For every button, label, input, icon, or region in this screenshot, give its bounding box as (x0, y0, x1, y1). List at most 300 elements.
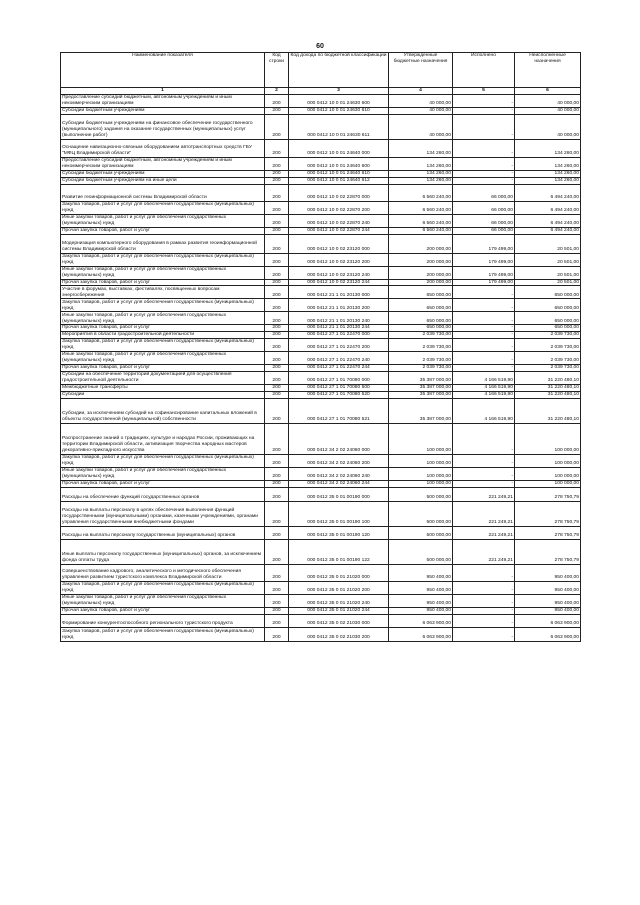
table-row (61, 214, 581, 227)
row-kbk: 000 0412 35 0 01 21020 000 (289, 564, 389, 581)
row-unexecuted: 20 501,00 (515, 279, 581, 286)
row-unexecuted: 31 220 480,10 (515, 391, 581, 398)
row-kbk: 000 0412 27 1 01 70080 520 (289, 391, 389, 398)
row-code: 200 (265, 581, 289, 594)
row-approved: 6 063 900,00 (389, 614, 453, 627)
table-row (61, 501, 581, 526)
row-approved: 134 260,00 (389, 177, 453, 184)
row-executed: - (453, 299, 515, 312)
row-unexecuted: 40 000,00 (515, 95, 581, 108)
row-code: 200 (265, 234, 289, 253)
row-approved: 950 400,00 (389, 581, 453, 594)
row-executed: - (453, 480, 515, 487)
row-name: Субсидии, за исключением субсидий на софинансирование капитальных вложений в объекты государственной (муниципальной) собственности (61, 398, 265, 423)
table-row (61, 312, 581, 325)
row-unexecuted: 650 000,00 (515, 286, 581, 299)
row-kbk: 000 0412 10 0 02 23120 240 (289, 266, 389, 279)
row-approved: 100 000,00 (389, 423, 453, 454)
row-name: Развитие геоинформационной системы Владимирской области (61, 184, 265, 201)
column-index: 1 (61, 88, 265, 95)
row-approved: 100 000,00 (389, 467, 453, 480)
table-row (61, 423, 581, 454)
row-code: 200 (265, 385, 289, 392)
row-code: 200 (265, 564, 289, 581)
header-kbk: Код дохода по бюджетной классификации (289, 53, 389, 88)
row-approved: 200 000,00 (389, 253, 453, 266)
row-code: 200 (265, 480, 289, 487)
row-approved: 200 000,00 (389, 266, 453, 279)
row-code: 200 (265, 423, 289, 454)
row-unexecuted: 950 400,00 (515, 564, 581, 581)
row-executed: - (453, 95, 515, 108)
row-approved: 6 560 240,00 (389, 201, 453, 214)
row-code: 200 (265, 184, 289, 201)
row-approved: 500 000,00 (389, 501, 453, 526)
row-approved: 6 560 240,00 (389, 214, 453, 227)
row-approved: 950 400,00 (389, 564, 453, 581)
row-kbk: 000 0412 35 0 01 00190 100 (289, 501, 389, 526)
row-unexecuted: 278 750,79 (515, 526, 581, 539)
row-unexecuted: 6 494 240,00 (515, 227, 581, 234)
row-kbk: 000 0412 35 0 01 21020 240 (289, 594, 389, 607)
row-name: Прочая закупка товаров, работ и услуг (61, 227, 265, 234)
row-kbk: 000 0412 10 0 02 23120 244 (289, 279, 389, 286)
row-kbk: 000 0412 27 1 01 70080 000 (289, 372, 389, 385)
row-name: Субсидии (61, 391, 265, 398)
row-name: Мероприятия в области градостроительной деятельности (61, 332, 265, 339)
column-index: 4 (389, 88, 453, 95)
row-unexecuted: 20 501,00 (515, 234, 581, 253)
row-name: Прочая закупка товаров, работ и услуг (61, 279, 265, 286)
row-code: 200 (265, 607, 289, 614)
row-approved: 35 387 000,00 (389, 372, 453, 385)
row-executed: 179 499,00 (453, 253, 515, 266)
row-unexecuted: 6 494 240,00 (515, 214, 581, 227)
row-unexecuted: 2 039 730,00 (515, 339, 581, 352)
header-row (61, 53, 581, 88)
row-executed: 221 249,21 (453, 501, 515, 526)
row-code: 200 (265, 352, 289, 365)
row-unexecuted: 31 220 480,10 (515, 398, 581, 423)
row-unexecuted: 6 063 900,00 (515, 614, 581, 627)
row-executed: 66 000,00 (453, 201, 515, 214)
row-kbk: 000 0412 10 0 01 24640 610 (289, 170, 389, 177)
row-name: Иные закупки товаров, работ и услуг для обеспечения государственных (муниципальных) нужд (61, 312, 265, 325)
row-unexecuted: 40 000,00 (515, 114, 581, 139)
row-executed: - (453, 157, 515, 170)
table-row (61, 385, 581, 392)
row-code: 200 (265, 454, 289, 467)
row-code: 200 (265, 170, 289, 177)
row-code: 200 (265, 332, 289, 339)
row-kbk: 000 0412 10 0 01 24640 600 (289, 157, 389, 170)
row-executed: - (453, 365, 515, 372)
row-code: 200 (265, 108, 289, 115)
row-code: 200 (265, 266, 289, 279)
row-kbk: 000 0412 10 0 02 23120 000 (289, 234, 389, 253)
row-unexecuted: 6 494 240,00 (515, 201, 581, 214)
table-row (61, 201, 581, 214)
row-unexecuted: 134 260,00 (515, 157, 581, 170)
row-executed: - (453, 454, 515, 467)
row-approved: 650 000,00 (389, 299, 453, 312)
row-name: Распространение знаний о традициях, культуре и народах России, проживающих на территории Владимирской области, активизация творчества народных мастеров декоративно-прикладного искусства (61, 423, 265, 454)
row-name: Прочая закупка товаров, работ и услуг (61, 365, 265, 372)
row-kbk: 000 0412 10 0 01 24640 000 (289, 139, 389, 157)
header-unexecuted: Неисполненные назначения (515, 53, 581, 88)
row-code: 200 (265, 594, 289, 607)
row-approved: 500 000,00 (389, 526, 453, 539)
row-executed: - (453, 325, 515, 332)
header-code: Код строки (265, 53, 289, 88)
row-executed: - (453, 108, 515, 115)
row-name: Расходы на выплаты персоналу государственных (муниципальных) органов (61, 526, 265, 539)
row-approved: 950 400,00 (389, 607, 453, 614)
row-name: Закупка товаров, работ и услуг для обеспечения государственных (муниципальных) нужд (61, 627, 265, 641)
row-name: Иные выплаты персоналу государственных (муниципальных) органов, за исключением фонда оплаты труда (61, 539, 265, 564)
row-kbk: 000 0412 34 2 02 24060 240 (289, 467, 389, 480)
table-row (61, 487, 581, 501)
row-kbk: 000 0412 27 1 01 22470 000 (289, 332, 389, 339)
table-row (61, 234, 581, 253)
row-code: 200 (265, 312, 289, 325)
table-row (61, 391, 581, 398)
row-name: Прочая закупка товаров, работ и услуг (61, 607, 265, 614)
row-name: Участие в форумах, выставках, фестивалях, посвященных вопросам энергосбережения (61, 286, 265, 299)
row-executed: 221 249,21 (453, 487, 515, 501)
row-unexecuted: 650 000,00 (515, 312, 581, 325)
table-row (61, 594, 581, 607)
row-approved: 650 000,00 (389, 286, 453, 299)
row-approved: 134 260,00 (389, 170, 453, 177)
column-index-row (61, 88, 581, 95)
row-executed: - (453, 312, 515, 325)
table-row (61, 480, 581, 487)
row-unexecuted: 2 039 730,00 (515, 365, 581, 372)
column-index: 5 (453, 88, 515, 95)
row-executed: - (453, 286, 515, 299)
row-code: 200 (265, 539, 289, 564)
row-code: 200 (265, 627, 289, 641)
row-kbk: 000 0412 10 0 02 22870 000 (289, 184, 389, 201)
row-unexecuted: 6 494 240,00 (515, 184, 581, 201)
row-unexecuted: 134 260,00 (515, 139, 581, 157)
row-approved: 6 560 240,00 (389, 227, 453, 234)
row-code: 200 (265, 201, 289, 214)
row-executed: 4 166 519,90 (453, 398, 515, 423)
column-index: 2 (265, 88, 289, 95)
row-code: 200 (265, 339, 289, 352)
row-code: 200 (265, 114, 289, 139)
row-executed: 4 166 519,90 (453, 391, 515, 398)
row-approved: 6 063 900,00 (389, 627, 453, 641)
row-unexecuted: 6 063 900,00 (515, 627, 581, 641)
row-code: 200 (265, 391, 289, 398)
header-name: Наименование показателя (61, 53, 265, 88)
row-approved: 650 000,00 (389, 312, 453, 325)
table-row (61, 170, 581, 177)
row-executed: - (453, 170, 515, 177)
row-approved: 100 000,00 (389, 454, 453, 467)
row-name: Предоставление субсидий бюджетным, автономным учреждениям и иным некоммерческим организациям (61, 95, 265, 108)
row-executed: 179 499,00 (453, 266, 515, 279)
table-row (61, 539, 581, 564)
row-approved: 200 000,00 (389, 234, 453, 253)
row-unexecuted: 950 400,00 (515, 607, 581, 614)
row-name: Субсидии бюджетным учреждениям на иные цели (61, 177, 265, 184)
row-approved: 650 000,00 (389, 325, 453, 332)
row-unexecuted: 40 000,00 (515, 108, 581, 115)
row-kbk: 000 0412 27 1 01 22470 240 (289, 352, 389, 365)
column-index: 6 (515, 88, 581, 95)
row-executed: - (453, 339, 515, 352)
table-row (61, 279, 581, 286)
row-unexecuted: 100 000,00 (515, 423, 581, 454)
row-kbk: 000 0412 27 1 01 22470 200 (289, 339, 389, 352)
row-code: 200 (265, 214, 289, 227)
row-executed: 4 166 519,90 (453, 372, 515, 385)
row-name: Субсидии бюджетным учреждениям (61, 170, 265, 177)
table-row (61, 95, 581, 108)
row-executed: 66 000,00 (453, 184, 515, 201)
row-executed: - (453, 627, 515, 641)
row-name: Расходы на выплаты персоналу в целях обеспечения выполнения функций государственными (муниципальными) органами, казенными учреждениями, органами управления государственными внебюджетными фондами (61, 501, 265, 526)
row-executed: 221 249,21 (453, 539, 515, 564)
row-executed: - (453, 139, 515, 157)
row-approved: 40 000,00 (389, 114, 453, 139)
row-code: 200 (265, 157, 289, 170)
row-name: Оснащение навигационно-связным оборудованием автотранспортных средств ГБУ "МФЦ Владимирской области" (61, 139, 265, 157)
row-unexecuted: 100 000,00 (515, 467, 581, 480)
row-unexecuted: 650 000,00 (515, 299, 581, 312)
row-executed: 4 166 519,90 (453, 385, 515, 392)
row-kbk: 000 0412 10 0 01 24630 610 (289, 108, 389, 115)
row-name: Расходы на обеспечение функций государственных органов (61, 487, 265, 501)
table-row (61, 526, 581, 539)
row-code: 200 (265, 286, 289, 299)
row-name: Закупка товаров, работ и услуг для обеспечения государственных (муниципальных) нужд (61, 299, 265, 312)
row-unexecuted: 134 260,00 (515, 177, 581, 184)
row-name: Закупка товаров, работ и услуг для обеспечения государственных (муниципальных) нужд (61, 581, 265, 594)
row-code: 200 (265, 501, 289, 526)
row-executed: - (453, 467, 515, 480)
table-row (61, 398, 581, 423)
row-code: 200 (265, 253, 289, 266)
table-row (61, 139, 581, 157)
row-name: Закупка товаров, работ и услуг для обеспечения государственных (муниципальных) нужд (61, 454, 265, 467)
row-unexecuted: 20 501,00 (515, 266, 581, 279)
row-name: Иные закупки товаров, работ и услуг для обеспечения государственных (муниципальных) нужд (61, 266, 265, 279)
table-row (61, 227, 581, 234)
table-body (61, 95, 581, 642)
row-name: Субсидии на обеспечение территорий документацией для осуществления градостроительной деятельности (61, 372, 265, 385)
row-unexecuted: 650 000,00 (515, 325, 581, 332)
table-row (61, 372, 581, 385)
column-index: 3 (289, 88, 389, 95)
row-executed: - (453, 332, 515, 339)
row-code: 200 (265, 372, 289, 385)
row-code: 200 (265, 487, 289, 501)
row-code: 200 (265, 299, 289, 312)
row-kbk: 000 0412 21 1 01 20130 240 (289, 312, 389, 325)
row-name: Закупка товаров, работ и услуг для обеспечения государственных (муниципальных) нужд (61, 201, 265, 214)
table-row (61, 253, 581, 266)
row-approved: 40 000,00 (389, 95, 453, 108)
row-unexecuted: 100 000,00 (515, 454, 581, 467)
row-kbk: 000 0412 21 1 01 20130 000 (289, 286, 389, 299)
row-kbk: 000 0412 10 0 02 23120 200 (289, 253, 389, 266)
row-kbk: 000 0412 21 1 01 20130 200 (289, 299, 389, 312)
row-name: Формирование конкурентоспособного регионального туристского продукта (61, 614, 265, 627)
table-row (61, 352, 581, 365)
row-kbk: 000 0412 10 0 01 24630 600 (289, 95, 389, 108)
row-name: Модернизация компьютерного оборудования в рамках развития геоинформационной системы Владимирской области (61, 234, 265, 253)
table-row (61, 607, 581, 614)
row-executed: - (453, 594, 515, 607)
row-kbk: 000 0412 35 0 01 00190 000 (289, 487, 389, 501)
row-name: Закупка товаров, работ и услуг для обеспечения государственных (муниципальных) нужд (61, 339, 265, 352)
table-row (61, 332, 581, 339)
row-unexecuted: 950 400,00 (515, 594, 581, 607)
row-name: Иные закупки товаров, работ и услуг для обеспечения государственных (муниципальных) нужд (61, 214, 265, 227)
row-name: Иные закупки товаров, работ и услуг для обеспечения государственных (муниципальных) нужд (61, 594, 265, 607)
row-name: Иные закупки товаров, работ и услуг для обеспечения государственных (муниципальных) нужд (61, 352, 265, 365)
page-number: 60 (316, 43, 324, 50)
row-executed: - (453, 352, 515, 365)
row-code: 200 (265, 365, 289, 372)
row-kbk: 000 0412 27 1 01 70080 521 (289, 398, 389, 423)
row-unexecuted: 100 000,00 (515, 480, 581, 487)
row-name: Предоставление субсидий бюджетным, автономным учреждениям и иным некоммерческим организациям (61, 157, 265, 170)
row-approved: 35 387 000,00 (389, 391, 453, 398)
row-kbk: 000 0412 10 0 01 24630 611 (289, 114, 389, 139)
row-code: 200 (265, 227, 289, 234)
row-approved: 2 039 730,00 (389, 352, 453, 365)
row-code: 200 (265, 139, 289, 157)
row-name: Закупка товаров, работ и услуг для обеспечения государственных (муниципальных) нужд (61, 253, 265, 266)
table-row (61, 299, 581, 312)
header-approved: Утвержденные бюджетные назначения (389, 53, 453, 88)
table-row (61, 627, 581, 641)
table-row (61, 614, 581, 627)
row-code: 200 (265, 325, 289, 332)
table-row (61, 467, 581, 480)
row-kbk: 000 0412 35 0 02 21030 200 (289, 627, 389, 641)
row-executed: 179 499,00 (453, 279, 515, 286)
table-row (61, 157, 581, 170)
row-unexecuted: 2 039 730,00 (515, 352, 581, 365)
row-approved: 500 000,00 (389, 487, 453, 501)
row-code: 200 (265, 398, 289, 423)
table-row (61, 108, 581, 115)
row-kbk: 000 0412 10 0 02 22870 244 (289, 227, 389, 234)
row-unexecuted: 20 501,00 (515, 253, 581, 266)
row-name: Прочая закупка товаров, работ и услуг (61, 325, 265, 332)
table-row (61, 177, 581, 184)
row-kbk: 000 0412 34 2 02 24060 200 (289, 454, 389, 467)
table-row (61, 339, 581, 352)
row-kbk: 000 0412 21 1 01 20130 244 (289, 325, 389, 332)
row-executed: - (453, 423, 515, 454)
row-name: Совершенствование кадрового, аналитического и методического обеспечения управления развитием туристского комплекса Владимирской области (61, 564, 265, 581)
row-code: 200 (265, 177, 289, 184)
row-executed: - (453, 614, 515, 627)
row-approved: 2 039 730,00 (389, 365, 453, 372)
row-approved: 950 400,00 (389, 594, 453, 607)
table-row (61, 184, 581, 201)
table-row (61, 581, 581, 594)
budget-execution-table (60, 52, 581, 642)
row-name: Прочая закупка товаров, работ и услуг (61, 480, 265, 487)
header-executed: Исполнено (453, 53, 515, 88)
row-approved: 200 000,00 (389, 279, 453, 286)
row-unexecuted: 134 260,00 (515, 170, 581, 177)
table-row (61, 266, 581, 279)
row-unexecuted: 278 750,79 (515, 487, 581, 501)
row-executed: - (453, 114, 515, 139)
row-kbk: 000 0412 10 0 01 24640 612 (289, 177, 389, 184)
row-name: Иные закупки товаров, работ и услуг для обеспечения государственных (муниципальных) нужд (61, 467, 265, 480)
row-approved: 500 000,00 (389, 539, 453, 564)
row-kbk: 000 0412 35 0 01 21020 244 (289, 607, 389, 614)
row-approved: 134 260,00 (389, 157, 453, 170)
table-row (61, 114, 581, 139)
row-name: Субсидии бюджетным учреждениям (61, 108, 265, 115)
table-row (61, 564, 581, 581)
row-unexecuted: 2 039 730,00 (515, 332, 581, 339)
row-code: 200 (265, 526, 289, 539)
row-unexecuted: 278 750,79 (515, 501, 581, 526)
table-row (61, 286, 581, 299)
row-code: 200 (265, 279, 289, 286)
row-executed: - (453, 564, 515, 581)
row-approved: 100 000,00 (389, 480, 453, 487)
row-approved: 6 560 240,00 (389, 184, 453, 201)
row-executed: - (453, 607, 515, 614)
row-kbk: 000 0412 35 0 01 21020 200 (289, 581, 389, 594)
row-kbk: 000 0412 35 0 02 21030 000 (289, 614, 389, 627)
row-kbk: 000 0412 34 2 02 24060 000 (289, 423, 389, 454)
row-code: 200 (265, 95, 289, 108)
row-name: Субсидии бюджетным учреждениям на финансовое обеспечение государственного (муниципального) задания на оказание государственных (муниципальных) услуг (выполнение работ) (61, 114, 265, 139)
table-row (61, 325, 581, 332)
row-unexecuted: 31 220 480,10 (515, 372, 581, 385)
row-approved: 35 387 000,00 (389, 385, 453, 392)
row-kbk: 000 0412 35 0 01 00190 122 (289, 539, 389, 564)
row-approved: 35 387 000,00 (389, 398, 453, 423)
table-row (61, 365, 581, 372)
row-executed: 66 000,00 (453, 227, 515, 234)
row-executed: - (453, 177, 515, 184)
row-approved: 2 039 730,00 (389, 339, 453, 352)
row-kbk: 000 0412 27 1 01 70080 500 (289, 385, 389, 392)
row-kbk: 000 0412 10 0 02 22870 200 (289, 201, 389, 214)
row-unexecuted: 950 400,00 (515, 581, 581, 594)
row-executed: - (453, 581, 515, 594)
row-code: 200 (265, 467, 289, 480)
row-approved: 40 000,00 (389, 108, 453, 115)
row-kbk: 000 0412 10 0 02 22870 240 (289, 214, 389, 227)
row-executed: 221 249,21 (453, 526, 515, 539)
row-kbk: 000 0412 27 1 01 22470 244 (289, 365, 389, 372)
table-row (61, 454, 581, 467)
row-unexecuted: 278 750,79 (515, 539, 581, 564)
row-kbk: 000 0412 35 0 01 00190 120 (289, 526, 389, 539)
row-kbk: 000 0412 34 2 02 24060 244 (289, 480, 389, 487)
row-executed: 66 000,00 (453, 214, 515, 227)
row-executed: 179 499,00 (453, 234, 515, 253)
row-code: 200 (265, 614, 289, 627)
